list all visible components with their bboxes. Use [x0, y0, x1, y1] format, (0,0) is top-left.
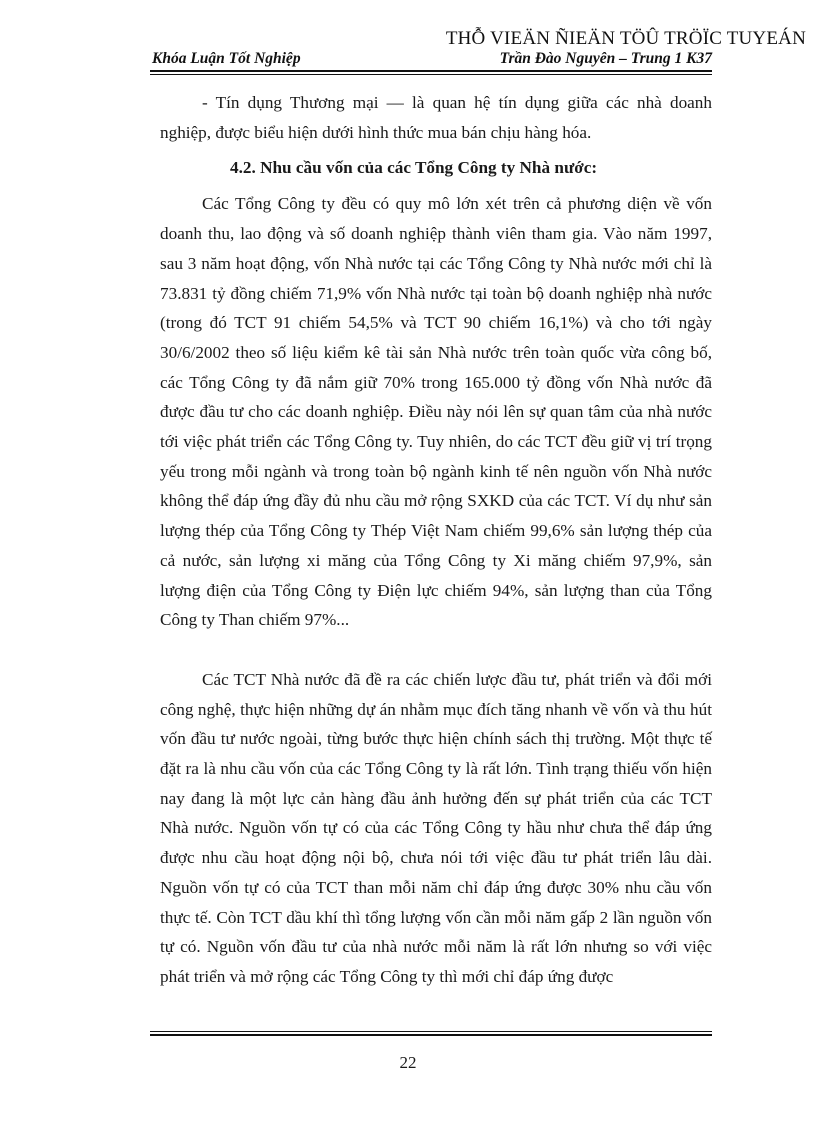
header-thesis-title: Khóa Luận Tốt Nghiệp [152, 50, 301, 67]
watermark-text: THỖ VIEÄN ÑIEÄN TÖÛ TRÖÏC TUYEÁN [445, 28, 806, 49]
paragraph-capital-needs: Các TCT Nhà nước đã đề ra các chiến lược đầu tư, phát triển và đổi mới công nghệ, thực hiện những dự án nhằm mục đích tăng nhanh về vốn và thu hút vốn đầu tư nước ngoài, từng bước thực hiện chính sách thị trường. Một thực tế đặt ra là nhu cầu vốn của các Tổng Công ty là rất lớn. Tình trạng thiếu vốn hiện nay đang là một lực cản hàng đầu ảnh hưởng đến sự phát triển của các TCT Nhà nước. Nguồn vốn tự có của các Tổng Công ty hầu như chưa thể đáp ứng được nhu cầu hoạt động nội bộ, chưa nói tới việc đầu tư phát triển lâu dài. Nguồn vốn tự có của TCT than mỗi năm chỉ đáp ứng được 30% nhu cầu vốn thực tế. Còn TCT dầu khí thì tổng lượng vốn cần mỗi năm gấp 2 lần nguồn vốn tự có. Nguồn vốn đầu tư của nhà nước mỗi năm là rất lớn nhưng so với việc phát triển và mở rộng các Tổng Công ty thì mới chỉ đáp ứng được [160, 669, 712, 986]
page-header [152, 50, 712, 72]
footer-divider [150, 1031, 712, 1036]
header-author: Trần Đào Nguyên – Trung 1 K37 [499, 50, 712, 67]
page-number: 22 [399, 1053, 417, 1072]
page-body [160, 88, 712, 992]
section-heading: 4.2. Nhu cầu vốn của các Tổng Công ty Nhà nước: [230, 158, 598, 178]
header-divider [150, 70, 712, 75]
paragraph-credit-definition: - Tín dụng Thương mại — là quan hệ tín dụng giữa các nhà doanh nghiệp, được biểu hiện dưới hình thức mua bán chịu hàng hóa. [160, 93, 712, 142]
paragraph-capital-scale: Các Tổng Công ty đều có quy mô lớn xét trên cả phương diện về vốn doanh thu, lao động và số doanh nghiệp thành viên tham gia. Vào năm 1997, sau 3 năm hoạt động, vốn Nhà nước tại các Tổng Công ty Nhà nước mới chỉ là 73.831 tỷ đồng chiếm 71,9% vốn Nhà nước tại toàn bộ doanh nghiệp nhà nước (trong đó TCT 91 chiếm 54,5% và TCT 90 chiếm 16,1%) và cho tới ngày 30/6/2002 theo số liệu kiểm kê tài sản Nhà nước trên toàn quốc vừa công bố, các Tổng Công ty đã nắm giữ 70% trong 165.000 tỷ đồng vốn Nhà nước đã được đầu tư cho các doanh nghiệp. Điều này nói lên sự quan tâm của nhà nước tới việc phát triển các Tổng Công ty. Tuy nhiên, do các TCT đều giữ vị trí trọng yếu trong mỗi ngành và trong toàn bộ ngành kinh tế nên nguồn vốn Nhà nước không thể đáp ứng đầy đủ nhu cầu mở rộng SXKD của các TCT. Ví dụ như sản lượng thép của Tổng Công ty Thép Việt Nam chiếm 99,6% sản lượng thép của cả nước, sản lượng xi măng của Tổng Công ty Xi măng chiếm 97,9%, sản lượng điện của Tổng Công ty Điện lực chiếm 94%, sản lượng than của Tổng Công ty Than chiếm 97%... [160, 194, 712, 630]
